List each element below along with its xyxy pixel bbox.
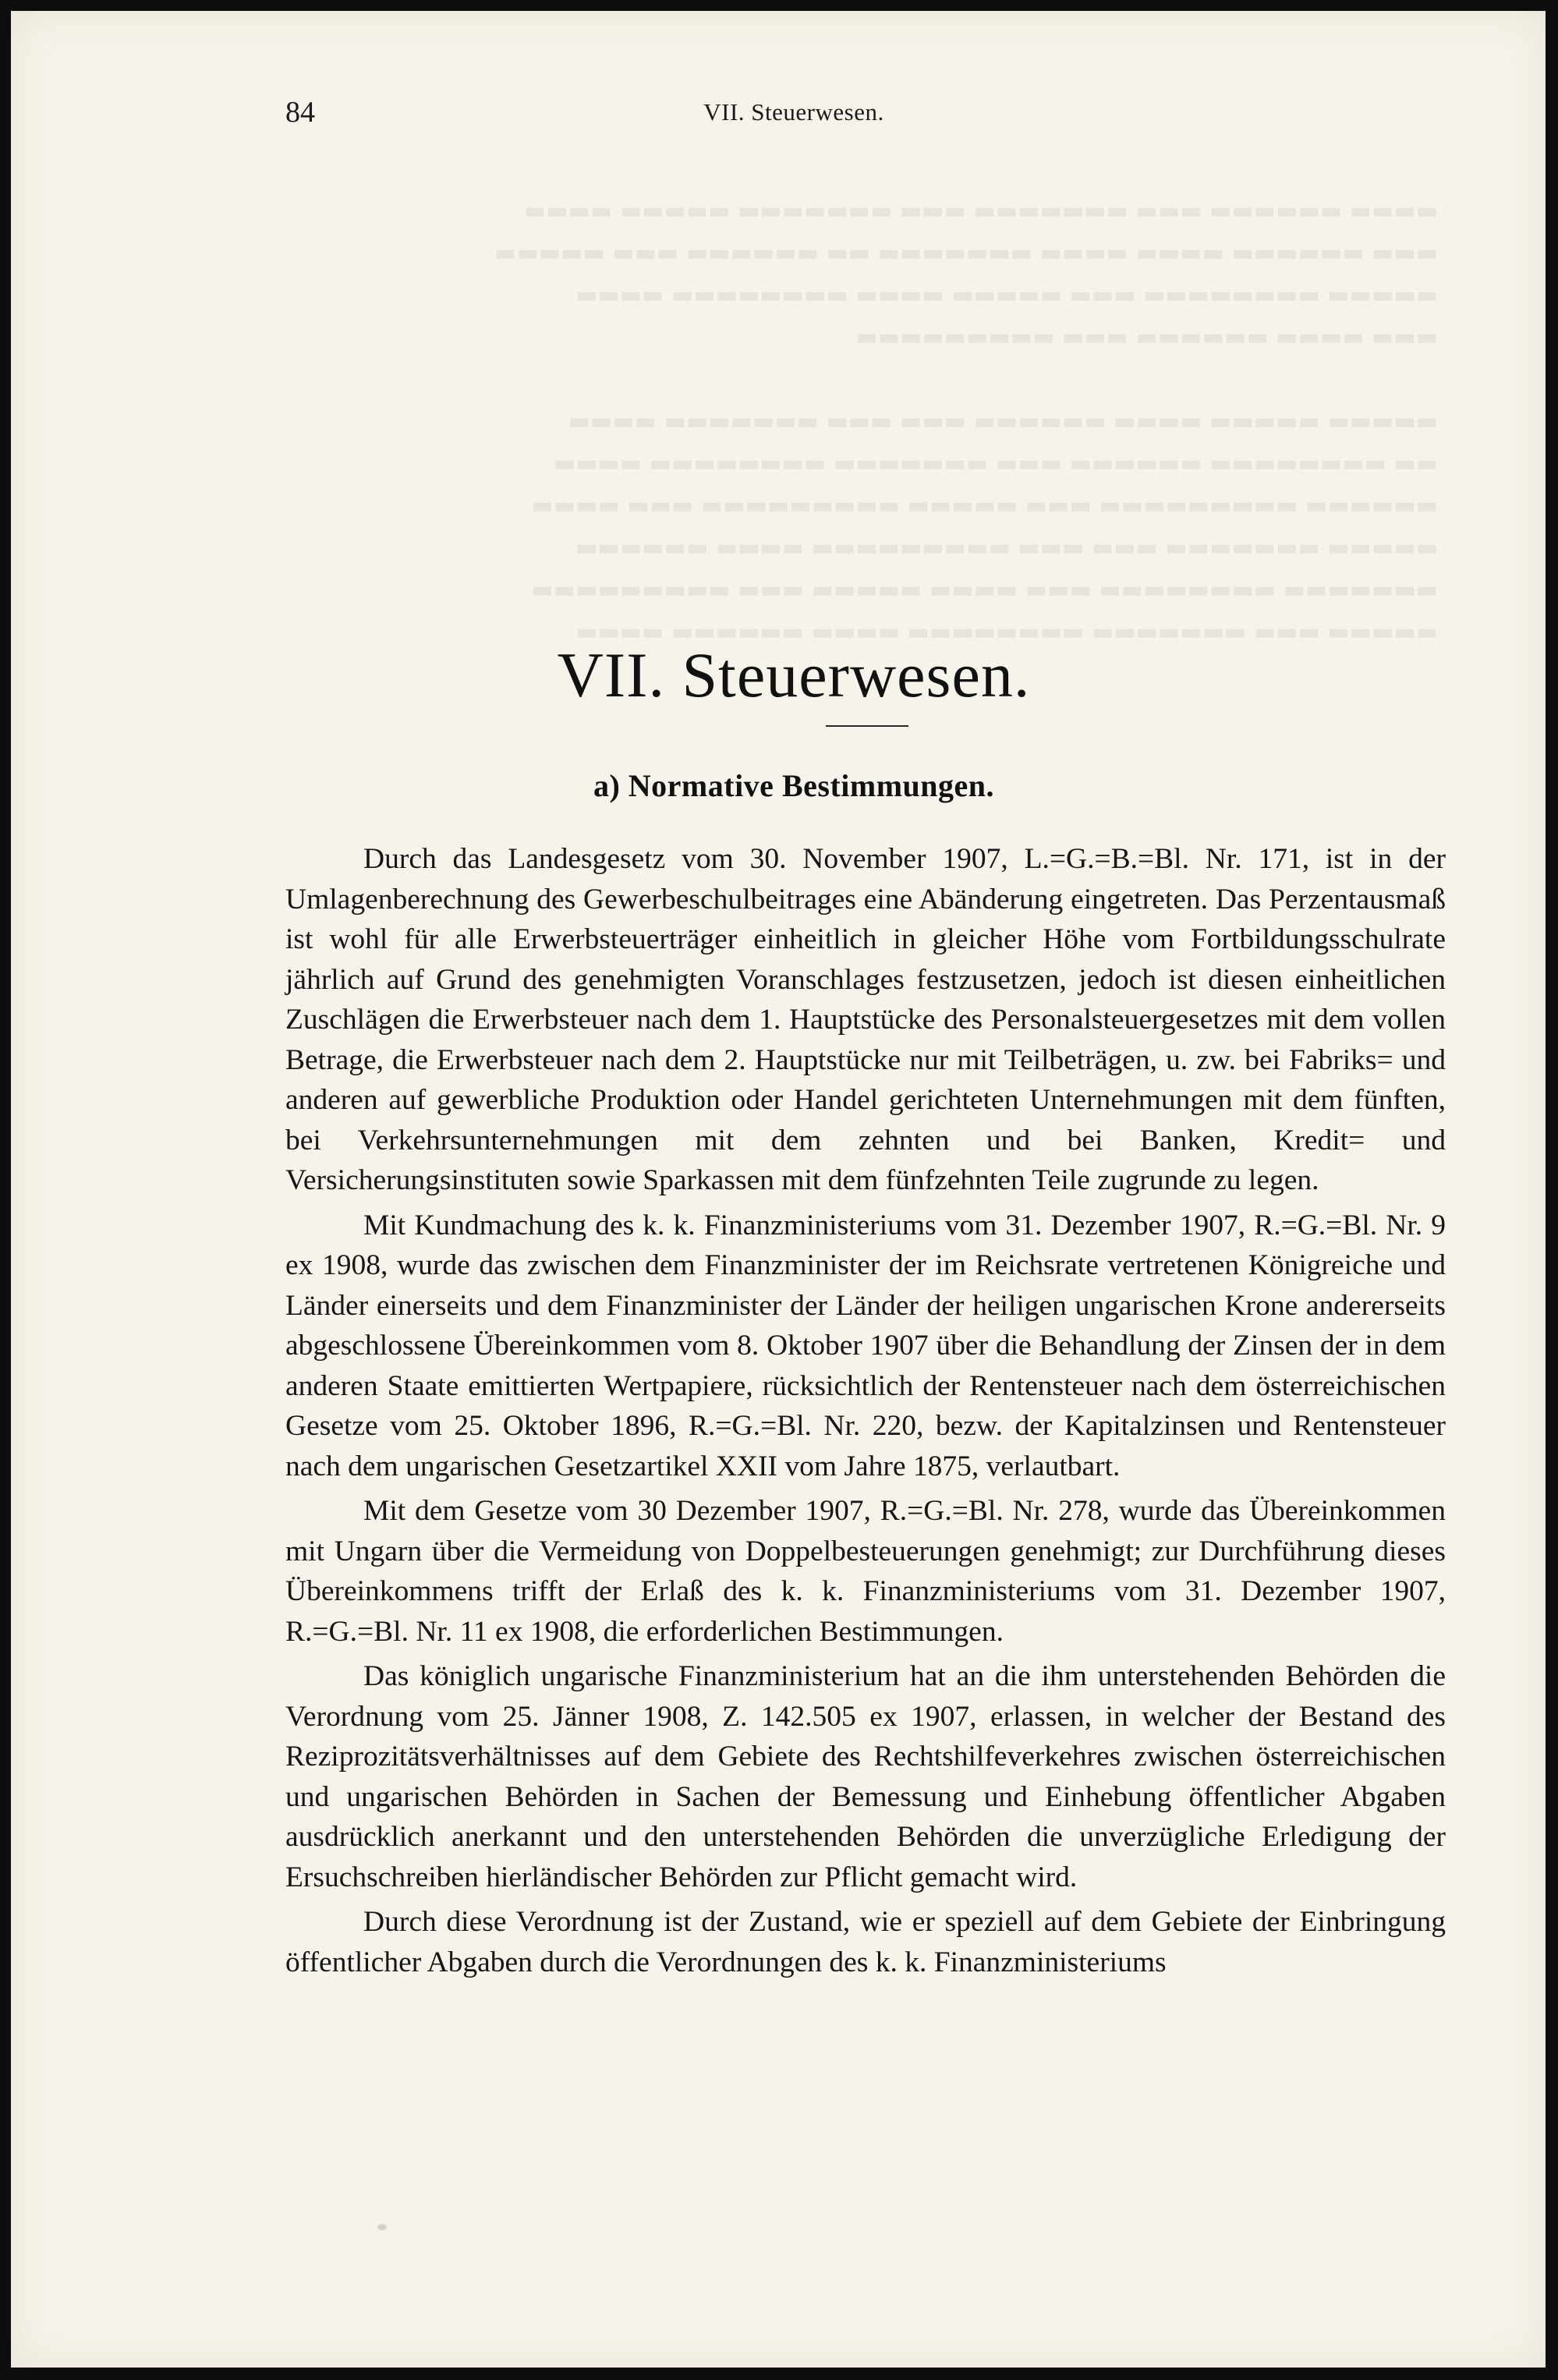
- paragraph-1: Durch das Landesgesetz vom 30. November 1907, L.=G.=B.=Bl. Nr. 171, ist in der Umlagenberechnung des Gewerbeschulbeitrages eine Abänderung eingetreten. Das Perzentausmaß ist wohl für alle Erwerbsteuerträger einheitlich in gleicher Höhe vom Fortbildungsschulrate jährlich auf Grund des genehmigten Voranschlages festzusetzen, jedoch ist diesen einheitlichen Zuschlägen die Erwerbsteuer nach dem 1. Hauptstücke des Personalsteuergesetzes mit dem vollen Betrage, die Erwerbsteuer nach dem 2. Hauptstücke nur mit Teilbeträgen, u. zw. bei Fabriks= und anderen auf gewerbliche Produktion oder Handel gerichteten Unternehmungen mit dem fünften, bei Verkehrsunternehmungen mit dem zehnten und bei Banken, Kredit= und Versicherungsinstituten sowie Sparkassen mit dem fünfzehnten Teile zugrunde zu legen.: [285, 843, 1446, 1196]
- body-text: [285, 839, 1446, 1982]
- page-number: 84: [285, 96, 315, 129]
- paragraph-3: Mit dem Gesetze vom 30 Dezember 1907, R.=G.=Bl. Nr. 278, wurde das Übereinkommen mit Ungarn über die Vermeidung von Doppelbesteuerungen genehmigt; zur Durchführung dieses Übereinkommens trifft der Erlaß des k. k. Finanzministeriums vom 31. Dezember 1907, R.=G.=Bl. Nr. 11 ex 1908, die erforderlichen Bestimmungen.: [285, 1495, 1446, 1648]
- paragraph-5: Durch diese Verordnung ist der Zustand, wie er speziell auf dem Gebiete der Einbringung öffentlicher Abgaben durch die Verordnungen des k. k. Finanzministeriums: [285, 1906, 1446, 1978]
- paragraph-4: Das königlich ungarische Finanzministerium hat an die ihm unterstehenden Behörden die Verordnung vom 25. Jänner 1908, Z. 142.505 ex 1907, erlassen, in welcher der Bestand des Reziprozitätsverhältnisses auf dem Gebiete des Rechtshilfeverkehres zwischen österreichischen und ungarischen Behörden in Sachen der Bemessung und Einhebung öffentlicher Abgaben ausdrücklich anerkannt und den unterstehenden Behörden die unverzügliche Erledigung der Ersuchschreiben hierländischer Behörden zur Pflicht gemacht wird.: [285, 1660, 1446, 1893]
- running-head: VII. Steuerwesen.: [703, 98, 884, 126]
- section-heading: a) Normative Bestimmungen.: [593, 768, 995, 803]
- chapter-title: VII. Steuerwesen.: [557, 639, 1031, 710]
- document-page: [11, 11, 1546, 2368]
- reverse-side-bleed-through: ▬▬▬▬ ▬▬▬▬▬▬ ▬▬▬ ▬▬▬▬▬▬▬ ▬▬▬ ▬▬▬▬▬▬▬ ▬▬▬▬▬ ▬▬▬▬ ▬▬▬ ▬▬▬▬▬▬ ▬▬▬▬ ▬▬▬▬ ▬▬▬▬▬▬▬ ▬▬ ▬▬▬▬▬▬ ▬▬▬ ▬▬▬▬▬ ▬▬▬▬▬ ▬▬▬▬▬▬▬▬ ▬▬▬ ▬▬▬▬▬ ▬▬▬▬ ▬▬▬▬▬▬▬▬ ▬▬▬▬ ▬▬▬ ▬▬▬▬ ▬▬▬▬▬▬ ▬▬▬ ▬▬▬▬▬▬▬▬▬ ▬▬▬▬▬ ▬▬▬▬▬ ▬▬▬▬ ▬▬▬▬▬▬ ▬▬▬ ▬▬▬ ▬▬▬▬▬▬▬ ▬▬▬▬ ▬▬ ▬▬▬▬▬▬▬▬ ▬▬▬▬▬▬ ▬▬▬ ▬▬▬▬▬▬▬ ▬▬▬▬▬▬▬▬ ▬▬▬▬ ▬▬▬▬▬▬ ▬▬▬▬▬▬▬▬▬ ▬▬▬ ▬▬▬▬▬ ▬▬▬▬▬▬▬▬▬ ▬▬▬ ▬▬▬▬ ▬▬▬▬▬ ▬▬▬▬▬▬▬ ▬▬▬ ▬▬▬ ▬▬▬▬▬▬▬▬▬ ▬▬▬▬ ▬▬▬▬▬▬ ▬▬▬▬▬▬▬ ▬▬▬▬▬▬▬▬ ▬▬▬ ▬▬▬▬ ▬▬▬▬▬ ▬▬▬ ▬▬▬▬▬▬▬▬▬ ▬▬▬▬▬ ▬▬▬ ▬▬▬▬▬▬▬ ▬▬▬▬▬▬▬▬ ▬▬▬▬ ▬▬▬▬▬▬ ▬▬▬▬: [494, 197, 1438, 646]
- title-divider: [826, 725, 908, 727]
- page-header: [11, 11, 1546, 128]
- paragraph-2: Mit Kundmachung des k. k. Finanzministeriums vom 31. Dezember 1907, R.=G.=Bl. Nr. 9 ex 1908, wurde das zwischen dem Finanzminister der im Reichsrate vertretenen Königreiche und Länder einerseits und dem Finanzminister der Länder der heiligen ungarischen Krone andererseits abgeschlossene Übereinkommen vom 8. Oktober 1907 über die Behandlung der Zinsen der in dem anderen Staate emittierten Wertpapiere, rücksichtlich der Rentensteuer nach dem österreichischen Gesetze vom 25. Oktober 1896, R.=G.=Bl. Nr. 220, bezw. der Kapitalzinsen und Rentensteuer nach dem ungarischen Gesetzartikel XXII vom Jahre 1875, verlautbart.: [285, 1209, 1446, 1482]
- paper-speck: [377, 2224, 387, 2230]
